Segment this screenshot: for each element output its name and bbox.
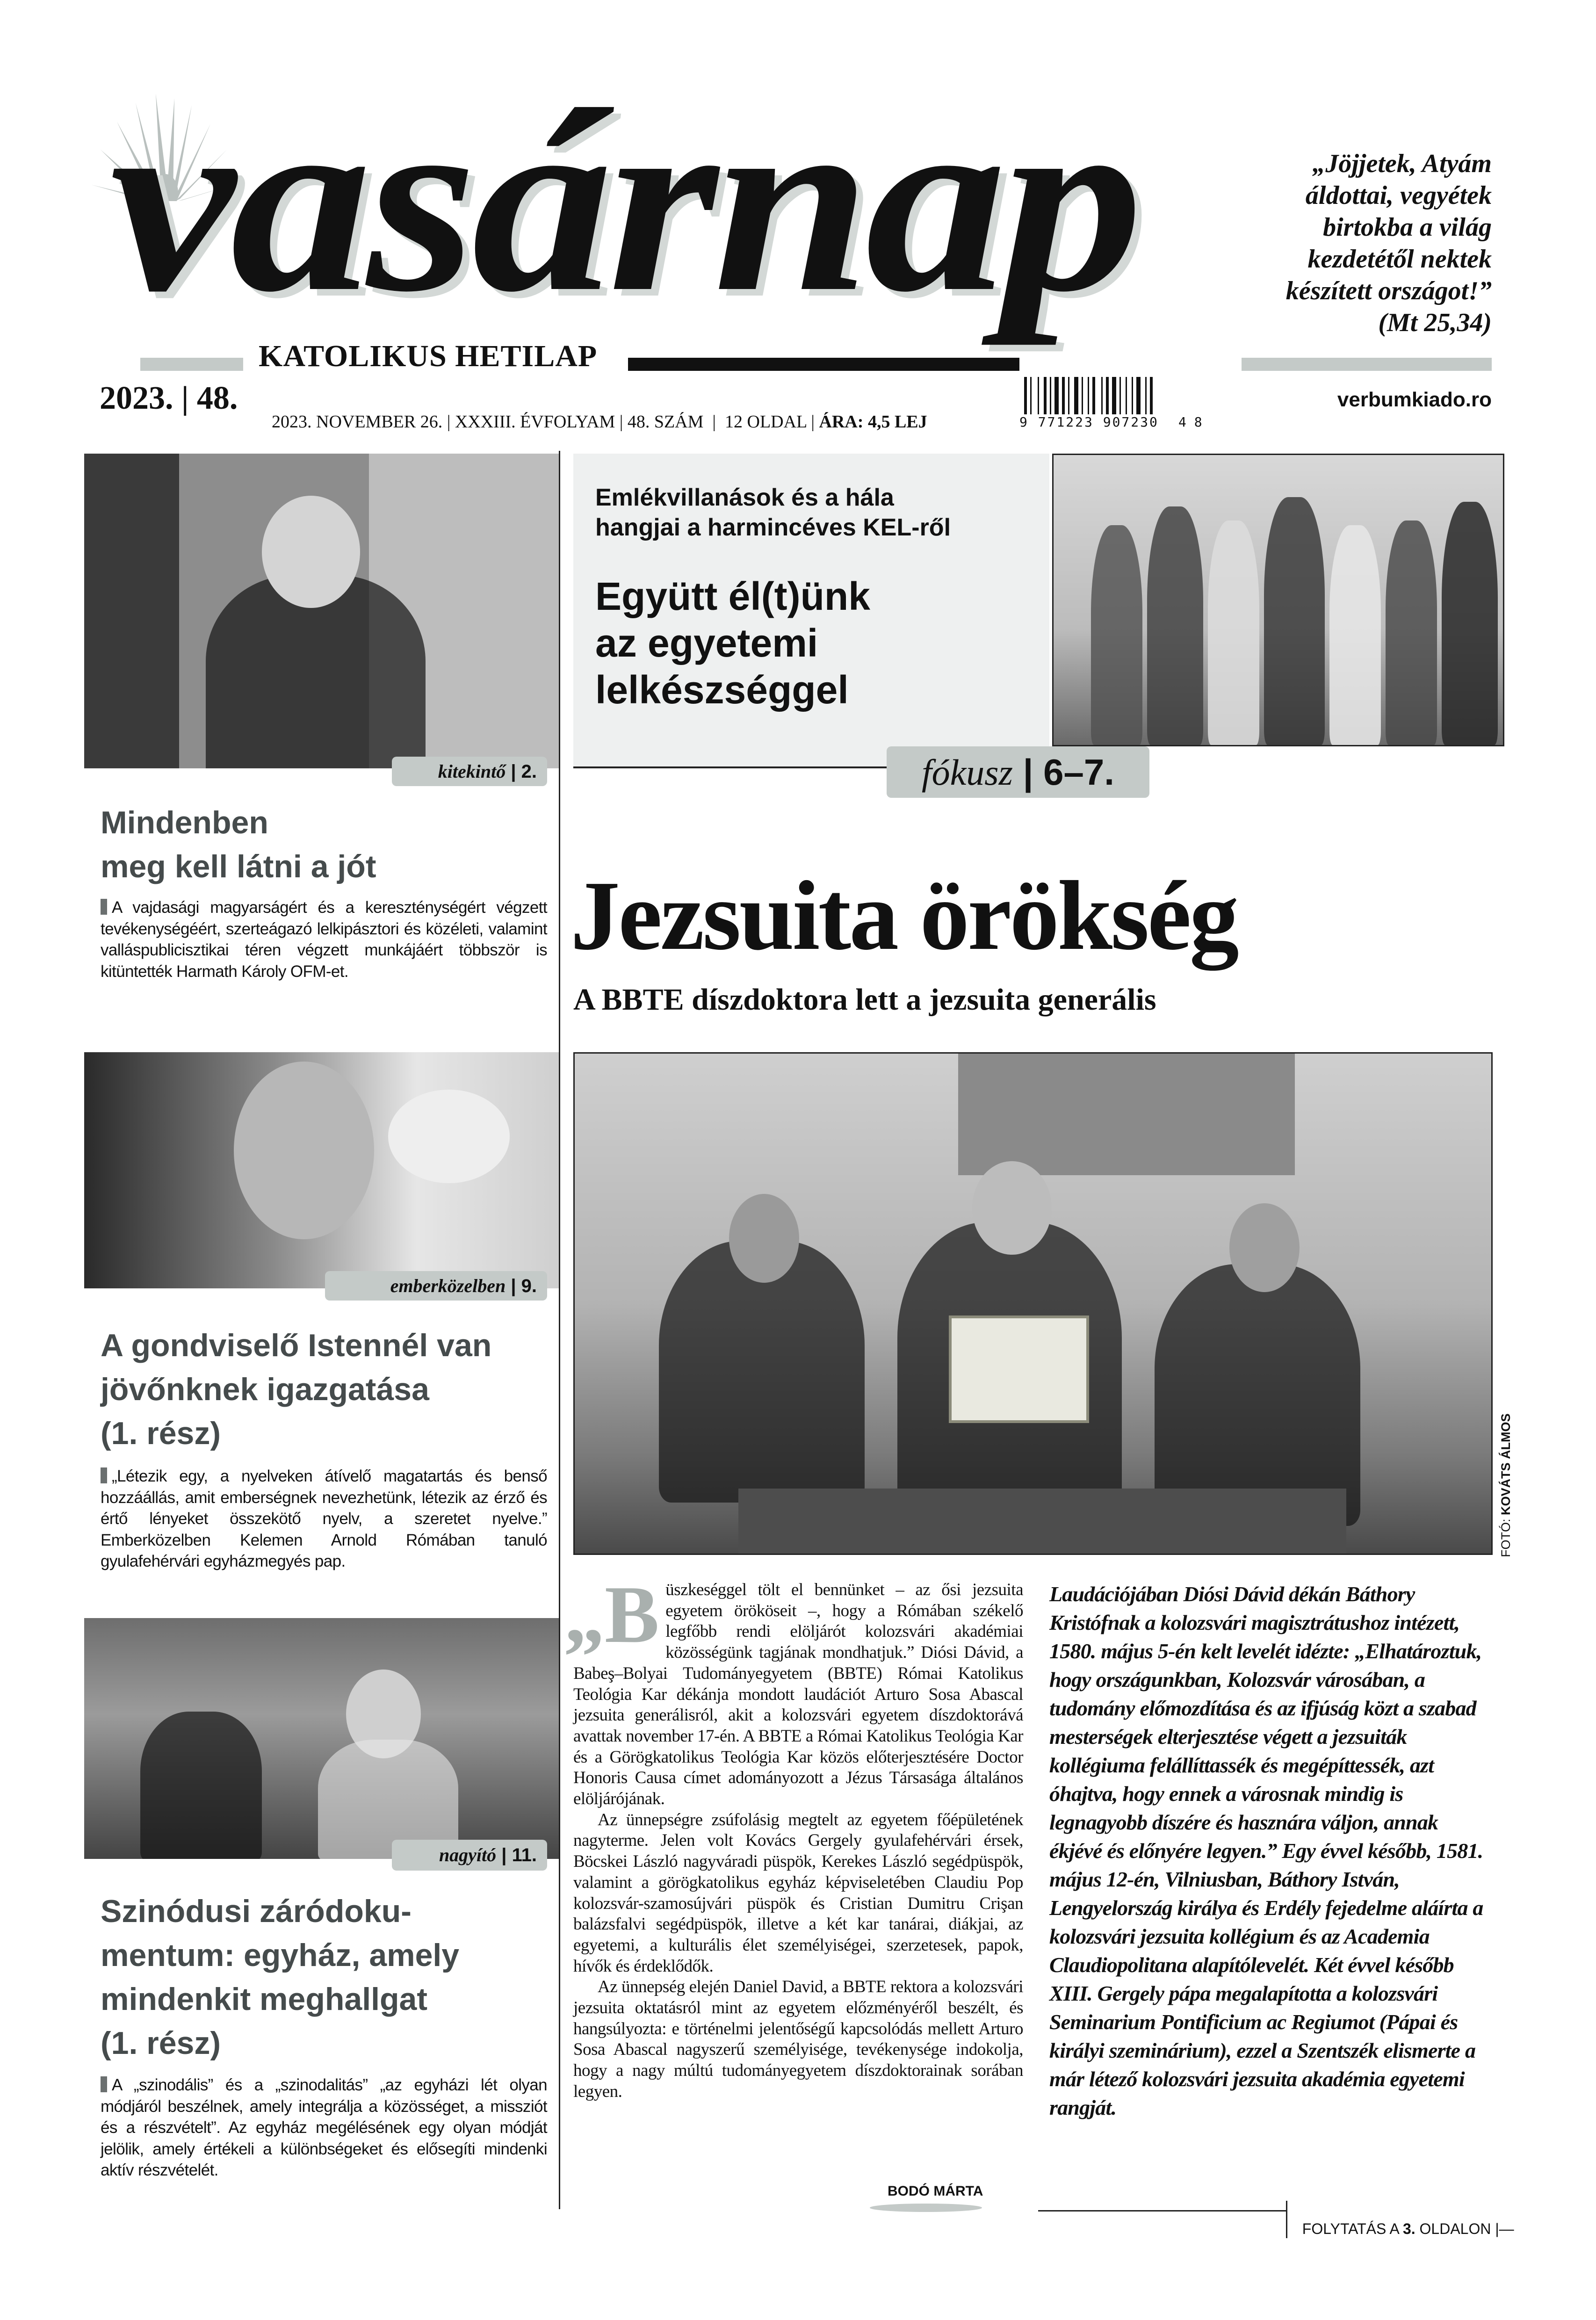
quote-line: áldottai, vegyétek	[1305, 181, 1492, 210]
barcode-bar	[1024, 377, 1027, 414]
issue-number: 2023. | 48.	[100, 380, 238, 416]
barcode-bar	[1119, 377, 1121, 414]
group-photo-kel	[1052, 454, 1504, 746]
synod-assembly-photo	[84, 1618, 559, 1859]
headline-line: A gondviselő Istennél van	[101, 1328, 492, 1363]
sidebar-headline[interactable]	[101, 1323, 549, 1455]
tag-section: nagyító	[439, 1844, 497, 1865]
continued-end-rule: |—	[1491, 2220, 1514, 2237]
tag-page: | 2.	[506, 761, 537, 782]
quote-line: birtokba a világ	[1323, 213, 1492, 242]
barcode-bar	[1030, 377, 1032, 414]
focus-kicker	[595, 483, 951, 542]
section-tag-fokusz[interactable]	[887, 746, 1149, 798]
column-divider	[559, 451, 560, 2209]
article-paragraph: Az ünnepség elején Daniel David, a BBTE rektora a kolozsvári jezsuita oktatásról mint az egyetem előzményéről beszélt, és hangsúlyozta: e történelmi jelentőségű kapcsolódás mellett Arturo Sosa Abascal nagyszerű személyisége, tevékenysége indokolja, hogy a nagy múltú tudományegyetem díszdoktorainak sorában legyen.	[573, 1977, 1023, 2101]
tag-section: emberközelben	[390, 1275, 506, 1296]
price: ÁRA: 4,5 LEJ	[819, 412, 927, 432]
quote-line: készített országot!”	[1285, 276, 1492, 305]
quote-line: „Jöjjetek, Atyám	[1312, 149, 1492, 178]
photo-credit	[1499, 1413, 1513, 1557]
barcode-bar	[1054, 377, 1059, 414]
headline-line: Szinódusi záródoku-	[101, 1894, 412, 1929]
masthead-quote	[1286, 148, 1492, 339]
article-paragraph	[564, 1569, 1023, 1810]
lead-article-body	[564, 1569, 1023, 2103]
quote-line: kezdetétől nektek	[1307, 245, 1492, 274]
photo-credit-label: FOTÓ:	[1499, 1515, 1513, 1557]
drop-cap: „B	[564, 1569, 659, 1660]
teaser-marker	[101, 1467, 107, 1483]
issue-info-text: 2023. NOVEMBER 26. | XXXIII. ÉVFOLYAM | 48. SZÁM | 12 OLDAL |	[272, 412, 819, 432]
sidebar-headline[interactable]	[101, 1889, 549, 2065]
barcode-addon: 4 8	[1178, 414, 1202, 430]
headline-line: Mindenben	[101, 805, 268, 840]
barcode-bar	[1126, 377, 1127, 414]
barcode-bar	[1112, 377, 1116, 414]
article-paragraph: Az ünnepségre zsúfolásig megtelt az egyetem főépületének nagyterme. Jelen volt Kovács Gergely gyulafehérvári érsek, Böcskei László nagyváradi püspök, Kerekes László segédpüspök, valamint a görögkatolikus egyház képviseletében Claudiu Pop kolozsvár-szamosújvári püspök és Cristian Dumitru Crişan balázsfalvi segédpüspök, illetve a két kar tanárai, diákjai, az egyetemi, a kulturális élet személyiségei, szerzetesek, papok, hívők és érdeklődők.	[573, 1810, 1023, 1976]
focus-title	[595, 573, 870, 713]
continued-rule	[1038, 2210, 1286, 2212]
headline-line: (1. rész)	[101, 1416, 221, 1451]
title-line: az egyetemi	[595, 621, 818, 665]
paragraph-text: üszkeséggel tölt el bennünket – az ősi jezsuita egyetem örököseit –, hogy a Rómában székelő legfőbb rendi elöljárót kolozsvári akadémiai közösségünk tagjának mondhatjuk.” Diósi Dávid, a Babeş–Bolyai Tudományegyetem (BBTE) Római Katolikus Teológia Kar dékánja mondott laudációt Arturo Sosa Abascal jezsuita generálisról, akit a kolozsvári egyetem díszdoktorává avattak november 17-én. A BBTE a Római Katolikus Teológia Kar és a Görögkatolikus Teológia Kar közös előterjesztésére Doctor Honoris Causa címet adományozott a Jézus Társasága általános elöljárójának.	[573, 1580, 1023, 1809]
sidebar-teaser	[101, 2074, 547, 2181]
barcode-bar	[1136, 377, 1141, 414]
barcode-bar	[1082, 377, 1083, 414]
continued-prefix: FOLYTATÁS A	[1302, 2220, 1403, 2237]
sidebar-teaser	[101, 1466, 547, 1572]
honorary-doctorate-ceremony-photo	[573, 1052, 1493, 1555]
quote-citation: (Mt 25,34)	[1378, 308, 1492, 337]
masthead-logo: vasárnap	[110, 56, 1138, 346]
headline-line: mentum: egyház, amely	[101, 1937, 460, 1973]
masthead-rule-center	[628, 358, 1019, 371]
section-tag-kitekinto[interactable]	[392, 757, 547, 786]
continued-page: 3.	[1402, 2220, 1415, 2237]
teaser-text: A „szinodális” és a „szinodalitás” „az egyházi lét olyan módjáról beszélnek, amely integrálja a közösséget, a missziót és a részvételt”. Az egyház megélésének egy olyan módját jelölik, amely értékeli a különbségeket és elősegíti mindenki aktív részvételét.	[101, 2076, 547, 2179]
section-tag-nagyito[interactable]	[392, 1840, 547, 1871]
laudation-column: Laudációjában Diósi Dávid dékán Báthory Kristófnak a kolozsvári magisztrátushoz intézett, 1580. május 5-én kelt levelét idézte: „Elhatároztuk, hogy országunkban, Kolozsvár városában, a tudomány előmozdítása és az ifjúság közt a szabad mesterségek elterjesztése végett a jezsuiták kollégiuma felállíttassék és megépíttessék, azt óhajtva, hogy ennek a városnak mindig is legnagyobb díszére és hasznára váljon, annak ékjévé és előnyére legyen.” Egy évvel később, 1581. május 12-én, Vilniusban, Báthory István, Lengyelország királya és Erdély fejedelme aláírta a kolozsvári jezsuita kollégium és az Academia Claudiopolitana alapítólevelét. Két évvel később XIII. Gergely pápa megalapította a kolozsvári Seminarium Pontificium ac Regiumot (Pápai és királyi szeminárium), ezzel a Szentszék elismerte a már létező kolozsvári jezsuita akadémia egyetemi rangját.	[1049, 1582, 1483, 2119]
barcode-bar	[1132, 377, 1133, 414]
barcode-bar	[1068, 377, 1069, 414]
headline-line: mindenkit meghallgat	[101, 1981, 427, 2017]
tag-section: fókusz	[922, 752, 1013, 793]
issue-info	[263, 390, 927, 433]
barcode-bar	[1106, 377, 1109, 414]
teaser-text: A vajdasági magyarságért és a kereszténységért végzett tevékenységéért, szerteágazó lelkipásztori és közéleti, valamint valláspublicisztikai téren végzett munkájáért többször is kitüntették Harmath Károly OFM-et.	[101, 898, 547, 981]
barcode-number: 9 771223 907230	[1019, 414, 1159, 430]
focus-teaser-box[interactable]	[573, 454, 1049, 768]
barcode-bars	[1024, 377, 1202, 414]
lead-subheadline: A BBTE díszdoktora lett a jezsuita generális	[573, 983, 1156, 1017]
barcode	[1019, 377, 1206, 431]
byline-underline	[870, 2204, 982, 2212]
barcode-bar	[1074, 377, 1078, 414]
barcode-bar	[1062, 377, 1065, 414]
barcode-bar	[1044, 377, 1047, 414]
title-line: Együtt él(t)ünk	[595, 574, 870, 618]
lead-headline[interactable]: Jezsuita örökség	[571, 860, 1237, 970]
headline-line: jövőnknek igazgatása	[101, 1372, 429, 1407]
section-tag-emberkozelben[interactable]	[325, 1271, 547, 1301]
sidebar-headline[interactable]	[101, 801, 549, 889]
tag-page: | 11.	[496, 1845, 537, 1865]
continued-link[interactable]	[1286, 2201, 1514, 2238]
website-link[interactable]: verbumkiado.ro	[1337, 388, 1492, 411]
title-line: lelkészséggel	[595, 668, 849, 712]
masthead-rule-left	[140, 358, 243, 371]
continued-suffix: OLDALON	[1415, 2220, 1491, 2237]
teaser-marker	[101, 2076, 107, 2092]
masthead-rule-right	[1242, 358, 1492, 371]
photo-credit-name: KOVÁTS ÁLMOS	[1499, 1413, 1513, 1515]
barcode-bar	[1101, 377, 1103, 414]
barcode-bar	[1150, 377, 1153, 414]
headline-line: meg kell látni a jót	[101, 849, 376, 884]
barcode-bar	[1145, 377, 1147, 414]
kicker-line: hangjai a harmincéves KEL-ről	[595, 514, 951, 541]
kicker-line: Emlékvillanások és a hála	[595, 484, 894, 511]
byline: BODÓ MÁRTA	[888, 2183, 983, 2199]
tag-section: kitekintő	[438, 761, 506, 782]
sidebar-teaser	[101, 897, 547, 982]
barcode-bar	[1050, 377, 1051, 414]
teaser-marker	[101, 899, 107, 915]
barcode-bar	[1038, 377, 1039, 414]
tag-page: | 6–7.	[1013, 752, 1114, 793]
barcode-bar	[1088, 377, 1089, 414]
teaser-text: „Létezik egy, a nyelveken átívelő magatartás és benső hozzáállás, amit emberségnek nevezhetünk, létezik az érző és értő lényeket összekötő nyelv, a szeretet nyelve.” Emberközelben Kelemen Arnold Rómában tanuló gyulafehérvári egyházmegyés pap.	[101, 1467, 547, 1570]
portrait-photo-franciscan	[84, 454, 559, 768]
portrait-photo-smiling-man	[84, 1052, 559, 1288]
tag-page: | 9.	[506, 1276, 537, 1296]
barcode-bar	[1092, 377, 1095, 414]
headline-line: (1. rész)	[101, 2025, 221, 2061]
masthead-subtitle: KATOLIKUS HETILAP	[259, 339, 598, 373]
